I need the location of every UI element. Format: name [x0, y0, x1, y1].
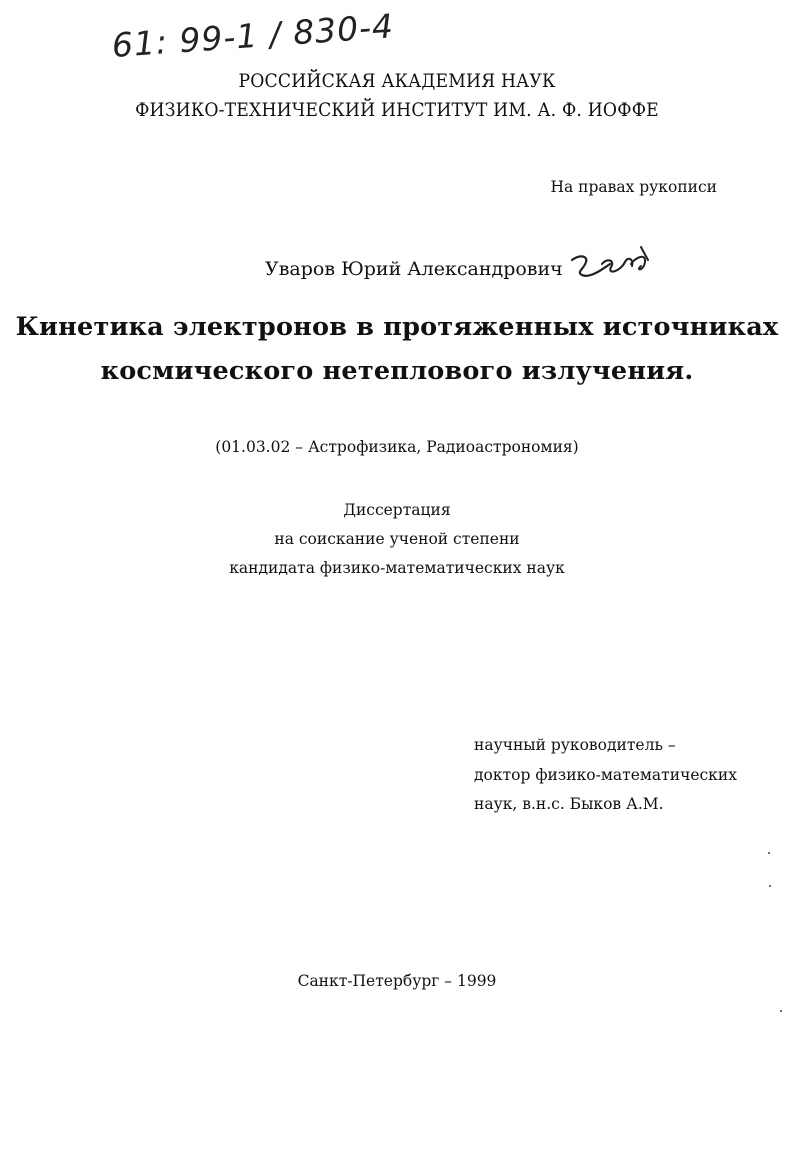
- thesis-title-line-2: космического нетеплового излучения.: [100, 356, 694, 386]
- supervisor-role: научный руководитель –: [474, 736, 676, 754]
- supervisor-degree: доктор физико-математических: [474, 766, 737, 784]
- specialty-code: (01.03.02 – Астрофизика, Радиоастрономия): [215, 438, 579, 456]
- academy-name: РОССИЙСКАЯ АКАДЕМИЯ НАУК: [238, 71, 556, 92]
- archive-stamp: 61: 99-1 / 830-4: [110, 6, 396, 65]
- scan-dust-mark: [768, 852, 770, 854]
- scan-dust-mark: [769, 885, 771, 887]
- dissertation-label: Диссертация: [343, 501, 451, 519]
- supervisor-name: наук, в.н.с. Быков А.М.: [474, 795, 664, 813]
- manuscript-rights: На правах рукописи: [550, 178, 717, 196]
- thesis-title-line-1: Кинетика электронов в протяженных источниках: [15, 312, 779, 342]
- degree-purpose: на соискание ученой степени: [274, 530, 520, 548]
- author-name: Уваров Юрий Александрович: [265, 258, 563, 280]
- author-signature: [568, 244, 654, 288]
- scan-dust-mark: [780, 1010, 782, 1012]
- place-and-year: Санкт-Петербург – 1999: [297, 972, 497, 990]
- institute-name: ФИЗИКО-ТЕХНИЧЕСКИЙ ИНСТИТУТ ИМ. А. Ф. ИОФФЕ: [135, 100, 659, 121]
- degree-name: кандидата физико-математических наук: [229, 559, 565, 577]
